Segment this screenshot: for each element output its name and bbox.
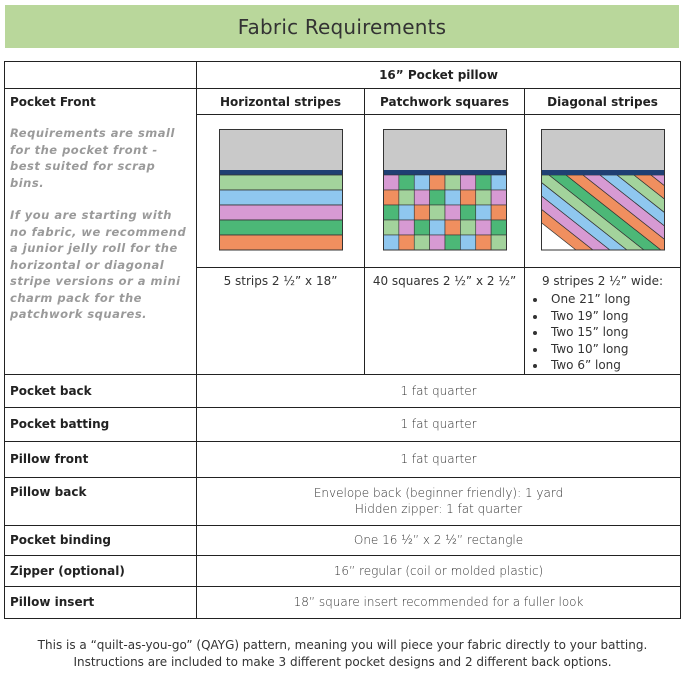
table-row — [5, 555, 681, 586]
row-value-pillow-insert: 18” square insert recommended for a fuller look — [197, 586, 681, 618]
diagonal-stripe-list — [525, 291, 680, 374]
patch-square — [429, 175, 444, 190]
patch-square — [429, 220, 444, 235]
horizontal-requirement: 5 strips 2 ½” x 18” — [197, 268, 365, 375]
patch-square — [414, 220, 429, 235]
title-banner — [5, 5, 679, 48]
patch-square — [491, 175, 506, 190]
patch-square — [491, 235, 506, 250]
list-item: • Two 15” long — [547, 324, 680, 341]
table-row — [5, 441, 681, 477]
patch-square — [398, 235, 413, 250]
row-label-pillow-back: Pillow back — [5, 477, 197, 525]
patch-square — [475, 235, 490, 250]
patch-square — [445, 235, 460, 250]
table-row — [5, 407, 681, 441]
patch-square — [460, 235, 475, 250]
row-value-zipper: 16” regular (coil or molded plastic) — [197, 555, 681, 586]
row-value-pocket-batting: 1 fat quarter — [197, 407, 681, 441]
requirements-table — [4, 61, 681, 619]
patchwork-squares-illustration — [383, 129, 507, 253]
list-item: • Two 19” long — [547, 308, 680, 325]
patch-square — [383, 220, 398, 235]
patchwork-requirement: 40 squares 2 ½” x 2 ½” — [365, 268, 525, 375]
patch-grid — [383, 175, 506, 250]
table-row — [5, 586, 681, 618]
row-value-pocket-binding: One 16 ½” x 2 ½” rectangle — [197, 525, 681, 555]
footer-line-1: This is a “quilt-as-you-go” (QAYG) pattern, meaning you will piece your fabric directly to your batting. — [37, 638, 648, 652]
pillow-back-line-2: Hidden zipper: 1 fat quarter — [354, 502, 523, 516]
row-value-pillow-back — [197, 477, 681, 525]
row-label-pillow-insert: Pillow insert — [5, 586, 197, 618]
diagonal-picture-cell — [525, 115, 681, 268]
patch-square — [429, 235, 444, 250]
patch-square — [398, 175, 413, 190]
row-label-pocket-batting: Pocket batting — [5, 407, 197, 441]
horizontal-stripes-illustration — [219, 129, 343, 253]
patch-square — [414, 205, 429, 220]
main-header: 16” Pocket pillow — [197, 62, 681, 89]
patch-square — [398, 220, 413, 235]
row-value-pillow-front: 1 fat quarter — [197, 441, 681, 477]
patch-square — [460, 175, 475, 190]
table-row — [5, 374, 681, 407]
patch-square — [383, 175, 398, 190]
patch-square — [475, 175, 490, 190]
table-row — [5, 477, 681, 525]
column-header-horizontal: Horizontal stripes — [197, 89, 365, 115]
list-item: • One 21” long — [547, 291, 680, 308]
patch-square — [429, 205, 444, 220]
table-row — [5, 525, 681, 555]
footer-note — [0, 637, 685, 671]
patch-square — [398, 205, 413, 220]
row-label-zipper: Zipper (optional) — [5, 555, 197, 586]
patch-square — [460, 205, 475, 220]
patch-square — [445, 220, 460, 235]
note-paragraph-2: If you are starting with no fabric, we recommend a junior jelly roll for the horizontal or diagonal stripe versions or a mini charm pack for the patchwork squares. — [10, 208, 187, 321]
footer-line-2: Instructions are included to make 3 different pocket designs and 2 different back options. — [73, 655, 612, 669]
patch-square — [383, 190, 398, 205]
patch-square — [414, 190, 429, 205]
patch-square — [445, 205, 460, 220]
diagonal-stripes-illustration — [541, 129, 665, 253]
patch-square — [383, 235, 398, 250]
patch-square — [460, 190, 475, 205]
patch-square — [414, 235, 429, 250]
table-header-row — [5, 62, 681, 89]
column-header-diagonal: Diagonal stripes — [525, 89, 681, 115]
patch-square — [383, 205, 398, 220]
patch-square — [475, 220, 490, 235]
patch-square — [445, 190, 460, 205]
row-value-pocket-back: 1 fat quarter — [197, 374, 681, 407]
empty-corner-cell — [5, 62, 197, 89]
patch-square — [475, 190, 490, 205]
patch-square — [414, 175, 429, 190]
column-header-row — [5, 89, 681, 115]
patch-square — [429, 190, 444, 205]
diagonal-requirement-cell — [525, 268, 681, 375]
diagonal-stripes-group — [541, 175, 665, 250]
horizontal-picture-cell — [197, 115, 365, 268]
patch-square — [475, 205, 490, 220]
patch-square — [491, 190, 506, 205]
pocket-front-cell — [5, 89, 197, 375]
patch-square — [445, 175, 460, 190]
row-label-pocket-back: Pocket back — [5, 374, 197, 407]
page-title: Fabric Requirements — [237, 14, 447, 39]
patch-square — [491, 205, 506, 220]
patch-square — [460, 220, 475, 235]
column-header-patchwork: Patchwork squares — [365, 89, 525, 115]
patchwork-picture-cell — [365, 115, 525, 268]
note-paragraph-1: Requirements are small for the pocket front - best suited for scrap bins. — [10, 126, 175, 190]
diagonal-requirement: 9 stripes 2 ½” wide: — [541, 274, 664, 288]
list-item: • Two 6” long — [547, 357, 680, 374]
pocket-front-label: Pocket Front — [10, 95, 96, 109]
patch-square — [491, 220, 506, 235]
patch-square — [398, 190, 413, 205]
row-label-pillow-front: Pillow front — [5, 441, 197, 477]
list-item: • Two 10” long — [547, 341, 680, 358]
row-label-pocket-binding: Pocket binding — [5, 525, 197, 555]
pillow-back-line-1: Envelope back (beginner friendly): 1 yard — [313, 486, 564, 500]
